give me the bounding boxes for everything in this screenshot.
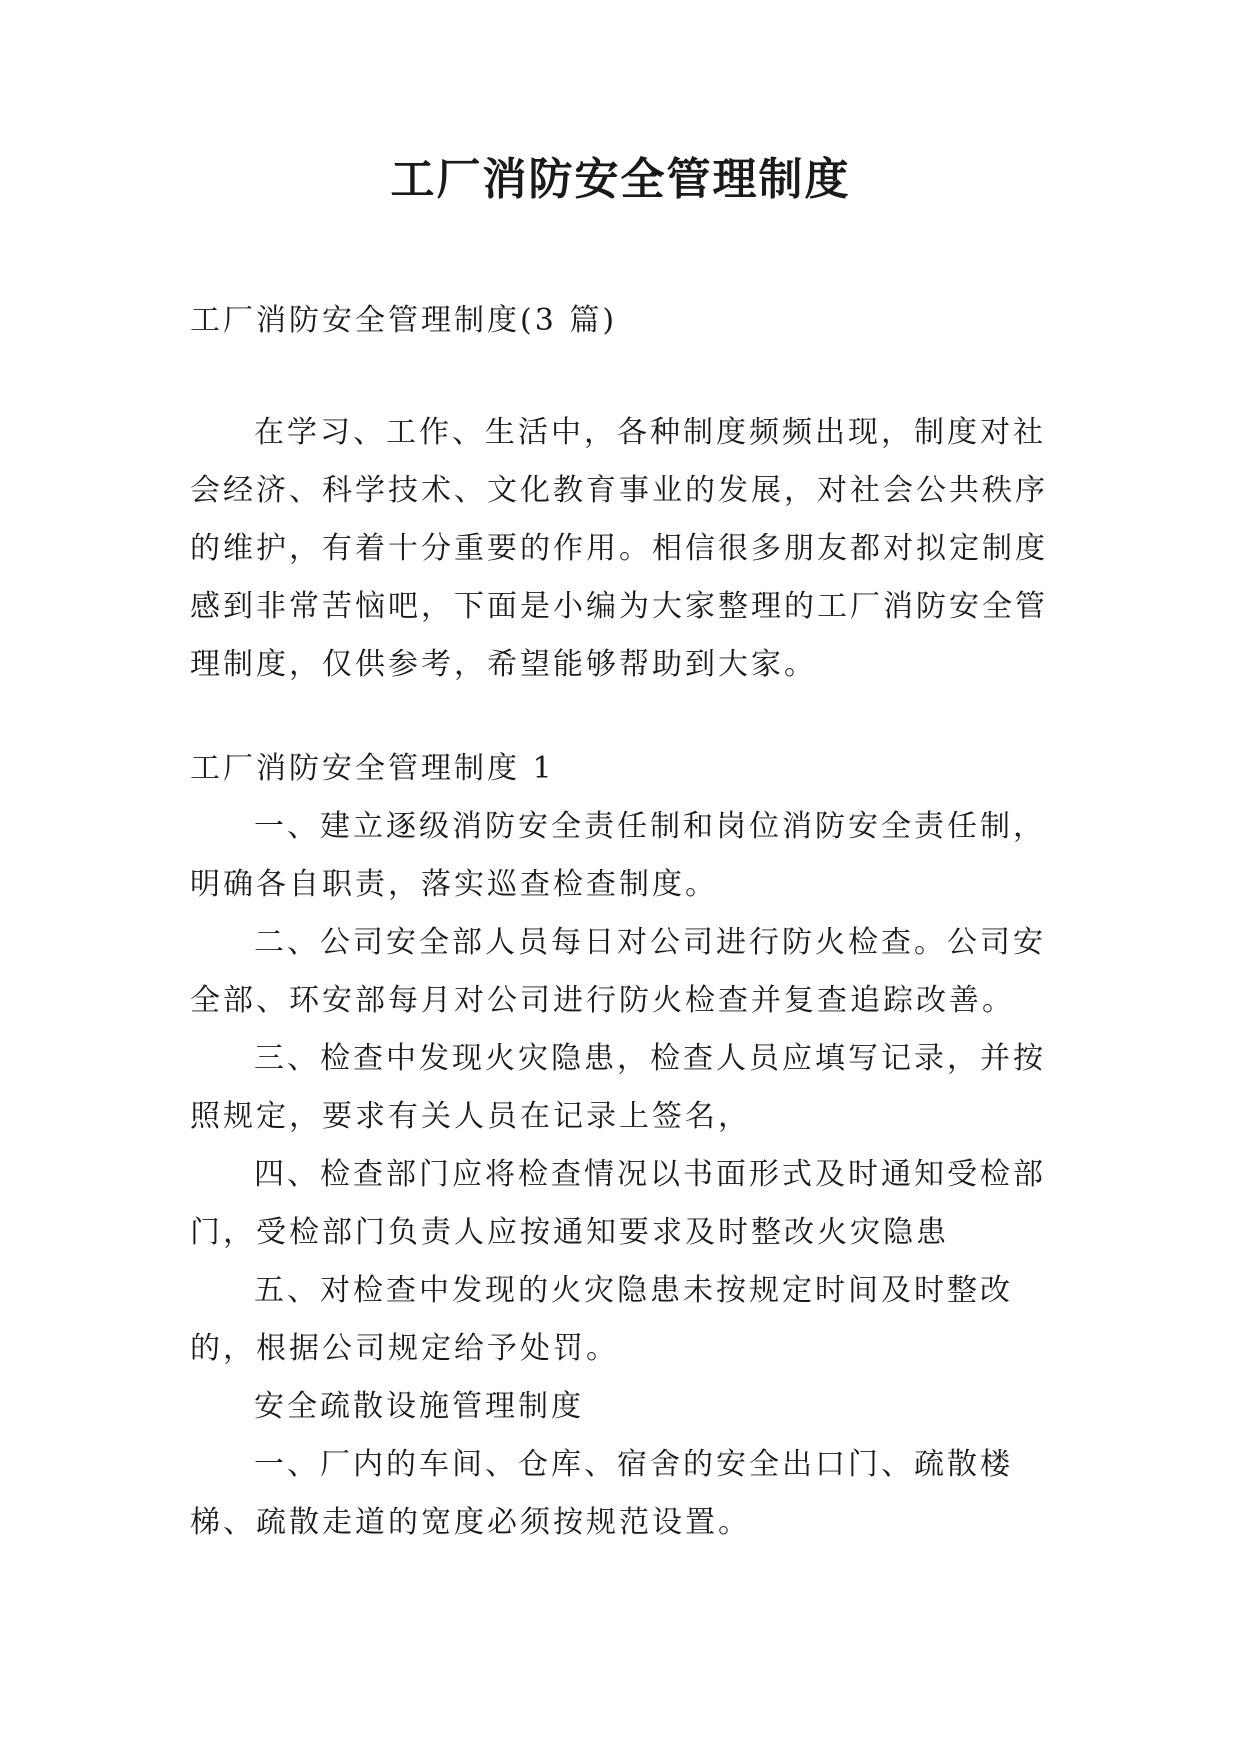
- document-subtitle: 工厂消防安全管理制度(3 篇): [190, 303, 618, 338]
- page-title: 工厂消防安全管理制度: [390, 154, 851, 205]
- section-paragraph-6: 一、厂内的车间、仓库、宿舍的安全出口门、疏散楼梯、疏散走道的宽度必须按规范设置。: [190, 1447, 1013, 1540]
- intro-paragraph: 在学习、工作、生活中，各种制度频频出现，制度对社会经济、科学技术、文化教育事业的发展，对社会公共秩序的维护，有着十分重要的作用。相信很多朋友都对拟定制度感到非常苦恼吧，下面是小编为大家整理的工厂消防安全管理制度，仅供参考，希望能够帮助到大家。: [190, 415, 1048, 682]
- section-paragraph-1: 一、建立逐级消防安全责任制和岗位消防安全责任制，明确各自职责，落实巡查检查制度。: [190, 809, 1046, 902]
- section-paragraph-5: 五、对检查中发现的火灾隐患未按规定时间及时整改的，根据公司规定给予处罚。: [190, 1273, 1013, 1366]
- section-1: [190, 740, 1060, 1552]
- section-paragraph-2: 二、公司安全部人员每日对公司进行防火检查。公司安全部、环安部每月对公司进行防火检查并复查追踪改善。: [190, 925, 1046, 1018]
- section-paragraph-3: 三、检查中发现火灾隐患，检查人员应填写记录，并按照规定，要求有关人员在记录上签名，: [190, 1041, 1046, 1134]
- section-paragraph-4: 四、检查部门应将检查情况以书面形式及时通知受检部门，受检部门负责人应按通知要求及时整改火灾隐患: [190, 1157, 1046, 1250]
- section-heading: 工厂消防安全管理制度 1: [190, 751, 555, 786]
- subsection-heading: 安全疏散设施管理制度: [254, 1389, 584, 1424]
